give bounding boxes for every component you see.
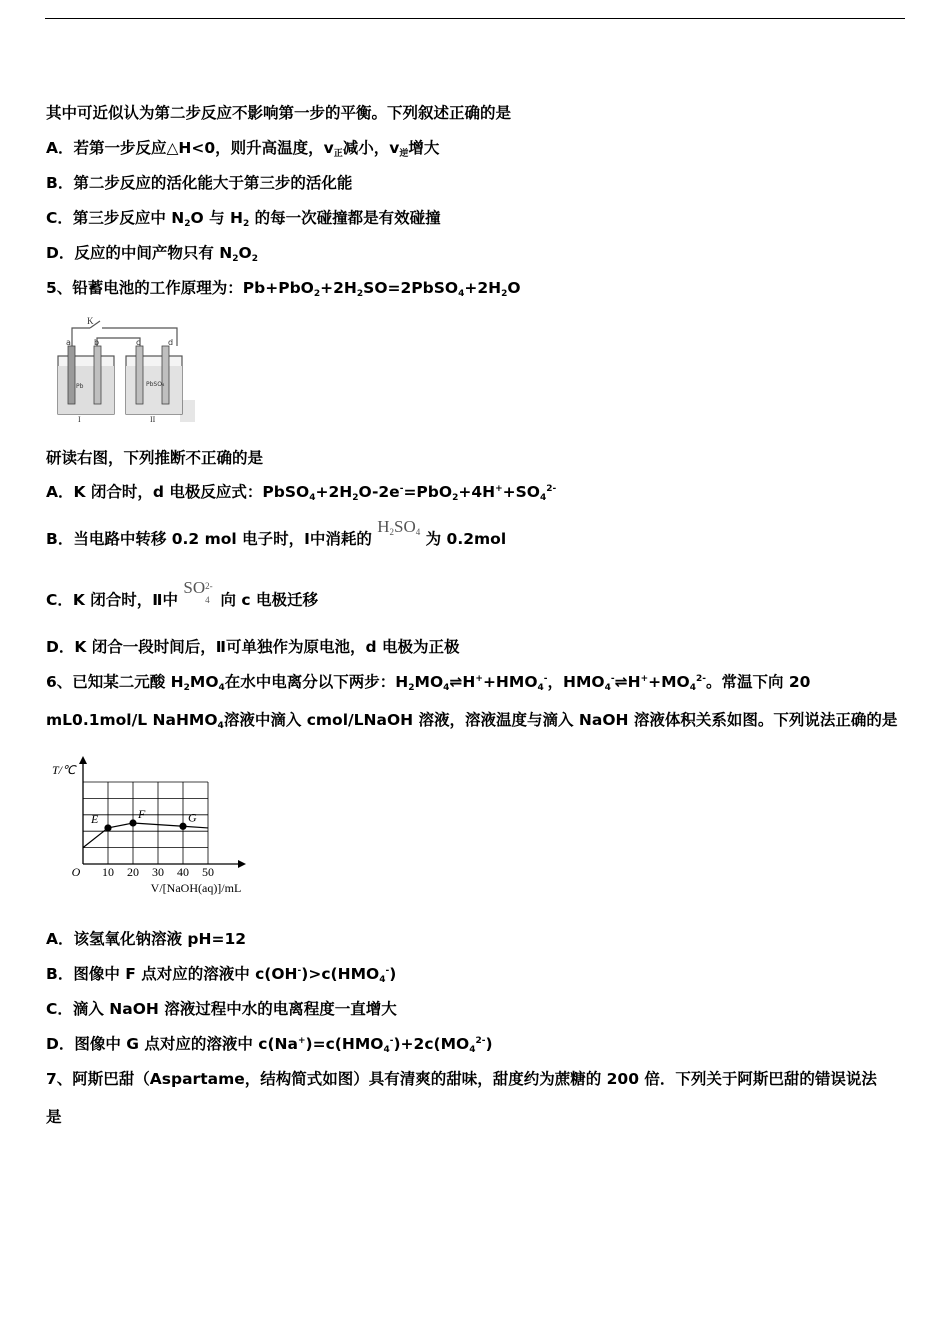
x-tick-label: 30 (152, 865, 164, 879)
label-k: K (87, 316, 94, 326)
point-g (179, 823, 186, 830)
x-tick-label: 10 (102, 865, 114, 879)
q4-option-a[interactable]: A．若第一步反应△H<0，则升高温度，$v_正$减小，$v_逆$增大 (46, 139, 440, 159)
electrode-a (68, 346, 75, 404)
q4-option-b[interactable]: B．第二步反应的活化能大于第三步的活化能 (46, 174, 353, 192)
q5-option-d[interactable]: D．K 闭合一段时间后，Ⅱ可单独作为原电池，d 电极为正极 (46, 638, 460, 656)
point-label-f: F (138, 807, 146, 821)
electrode-b (94, 346, 101, 404)
y-axis-arrow (79, 756, 87, 764)
temperature-volume-chart (46, 752, 266, 900)
label-d: d (168, 338, 174, 347)
label-pb: Pb (76, 383, 84, 390)
point-label-e: E (91, 811, 99, 826)
header-rule (45, 18, 905, 19)
label-b: b (94, 338, 100, 347)
x-axis-arrow (238, 860, 246, 868)
q6-option-a[interactable]: A．该氢氧化钠溶液 pH=12 (46, 930, 247, 948)
label-c: c (136, 338, 141, 347)
point-e (104, 824, 111, 831)
x-tick-label: 40 (177, 865, 189, 879)
q6-stem-line1: 6、已知某二元酸 $H_2MO_4$在水中电离分以下两步：$H_2MO_4\rightleftharpoons H^++HMO_4^-$，$HMO_4^-\rightleftharpoons H^++MO_4^{2-}$。常温下向 20 (46, 673, 811, 693)
x-tick-label: 50 (202, 865, 214, 879)
point-f (129, 819, 136, 826)
q5-option-c[interactable]: C．K 闭合时，Ⅱ中 SO 2- 4 向 c 电极迁移 (46, 578, 319, 609)
label-cell-1: I (78, 415, 81, 424)
q4-option-c[interactable]: C．第三步反应中 $N_2O$ 与 $H_2$ 的每一次碰撞都是有效碰撞 (46, 209, 441, 229)
label-cell-2: II (150, 415, 156, 424)
label-a: a (66, 338, 71, 347)
q6-option-b[interactable]: B．图像中 F 点对应的溶液中 $c(OH^-)>c(HMO_4^-)$ (46, 965, 397, 985)
formula-h2so4: $H_2SO_4$ (377, 517, 421, 537)
point-label-g: G (188, 810, 197, 825)
q5-stem: 5、铅蓄电池的工作原理为：$Pb+PbO_2+2H_2SO=2PbSO_4+2H_2O$ (46, 279, 521, 299)
q6-option-d[interactable]: D．图像中 G 点对应的溶液中 $c(Na^+)=c(HMO_4^-)+2c(MO_4^{2-})$ (46, 1035, 493, 1055)
q6-option-c[interactable]: C．滴入 NaOH 溶液过程中水的电离程度一直增大 (46, 1000, 397, 1018)
q5-option-b[interactable]: B．当电路中转移 0.2 mol 电子时，Ⅰ中消耗的 $H_2SO_4$ 为 0.2mol (46, 517, 507, 548)
x-tick-label: 20 (127, 865, 139, 879)
formula-so4: SO 2- 4 (183, 578, 213, 605)
q7-stem-line2: 是 (46, 1108, 62, 1126)
lead-battery-diagram (52, 316, 197, 426)
q4-stem: 其中可近似认为第二步反应不影响第一步的平衡。下列叙述正确的是 (46, 104, 512, 122)
q4-option-d[interactable]: D．反应的中间产物只有 $N_2O_2$ (46, 244, 258, 264)
q5-option-a[interactable]: A．K 闭合时，d 电极反应式：$PbSO_4+2H_2O-2e^-=PbO_2+4H^++SO_4^{2-}$ (46, 483, 557, 503)
electrode-d (162, 346, 169, 404)
electrode-c (136, 346, 143, 404)
x-axis-label: V/[NaOH(aq)]/mL (150, 881, 242, 895)
label-pbso4: PbSO₄ (146, 381, 165, 388)
q5-lead: 研读右图，下列推断不正确的是 (46, 449, 264, 467)
q7-stem-line1: 7、阿斯巴甜（Aspartame，结构简式如图）具有清爽的甜味，甜度约为蔗糖的 200 倍．下列关于阿斯巴甜的错误说法 (46, 1070, 877, 1088)
series-line (83, 823, 208, 848)
q6-stem-line2: mL0.1mol/L NaHMO$_4$溶液中滴入 cmol/LNaOH 溶液，溶液温度与滴入 NaOH 溶液体积关系如图。下列说法正确的是 (46, 711, 898, 731)
y-axis-label: T/℃ (52, 763, 76, 777)
origin-label: O (71, 865, 81, 879)
